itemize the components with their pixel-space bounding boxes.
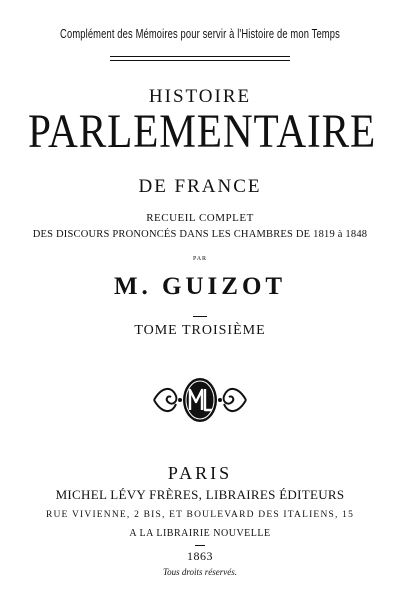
imprint-librairie: A LA LIBRAIRIE NOUVELLE bbox=[129, 528, 271, 539]
imprint-year: 1863 bbox=[187, 549, 213, 563]
short-rule bbox=[193, 316, 207, 317]
author-name: M. GUIZOT bbox=[113, 273, 287, 300]
rights-note: Tous droits réservés. bbox=[162, 567, 238, 577]
main-title: PARLEMENTAIRE bbox=[28, 105, 377, 158]
publisher-monogram-icon bbox=[150, 372, 250, 428]
series-note: Complément des Mémoires pour servir à l'Histoire de mon Temps bbox=[60, 26, 340, 41]
sub-title: DE FRANCE bbox=[138, 176, 262, 197]
description-line-1: RECUEIL COMPLET bbox=[146, 212, 254, 224]
title-kicker: HISTOIRE bbox=[148, 86, 252, 107]
byline-par: PAR bbox=[192, 256, 208, 262]
imprint-publisher: MICHEL LÉVY FRÈRES, LIBRAIRES ÉDITEURS bbox=[55, 487, 345, 502]
imprint-city: PARIS bbox=[167, 463, 233, 483]
tiny-rule bbox=[195, 545, 205, 546]
volume-label: TOME TROISIÈME bbox=[134, 323, 266, 338]
imprint-address: RUE VIVIENNE, 2 BIS, ET BOULEVARD DES ITALIENS, 15 bbox=[45, 510, 355, 520]
double-rule bbox=[110, 56, 290, 61]
description-line-2: DES DISCOURS PRONONCÉS DANS LES CHAMBRES DE 1819 à 1848 bbox=[32, 229, 368, 240]
